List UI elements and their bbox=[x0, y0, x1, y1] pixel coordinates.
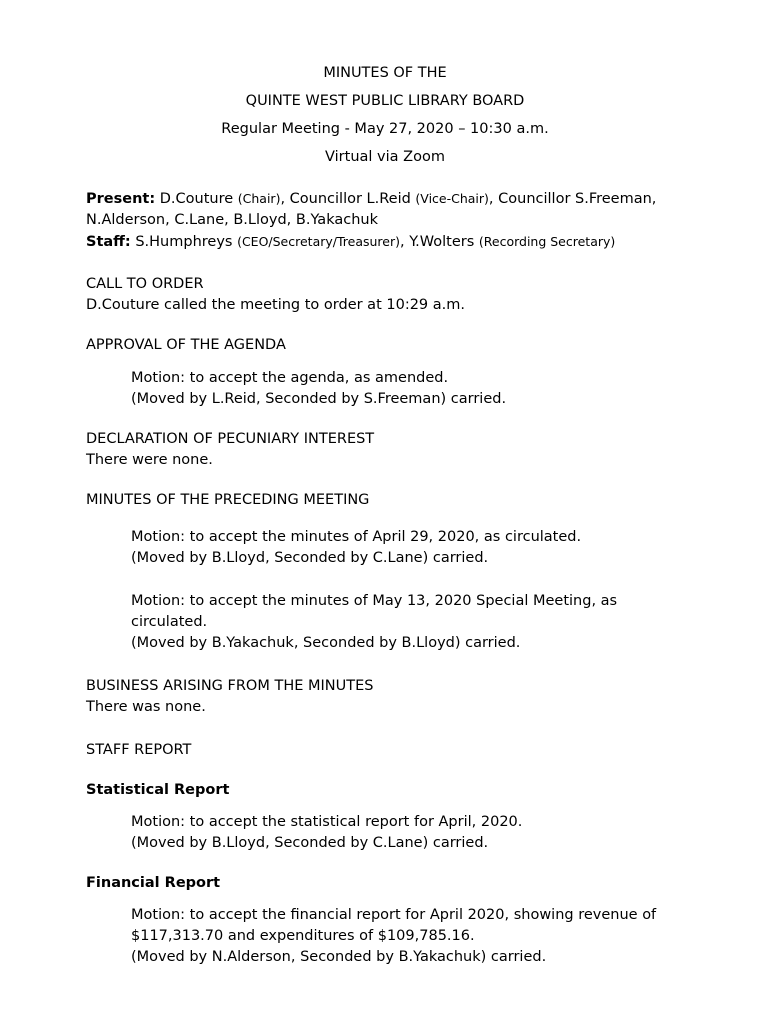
business-section bbox=[86, 676, 726, 718]
present-role-chair: (Chair) bbox=[237, 191, 281, 206]
staff-line bbox=[86, 231, 726, 253]
motion-text: Motion: to accept the statistical report for April, 2020. bbox=[131, 814, 523, 830]
motion-text: Motion: to accept the minutes of April 29, 2020, as circulated. bbox=[131, 529, 582, 545]
call-to-order-section bbox=[86, 274, 726, 316]
section-heading: APPROVAL OF THE AGENDA bbox=[86, 337, 286, 353]
agenda-motion bbox=[131, 368, 711, 410]
financial-motion bbox=[131, 905, 711, 968]
motion-moved: (Moved by B.Lloyd, Seconded by C.Lane) carried. bbox=[131, 835, 489, 851]
header-board-name: QUINTE WEST PUBLIC LIBRARY BOARD bbox=[245, 93, 525, 109]
section-heading: CALL TO ORDER bbox=[86, 276, 204, 292]
present-text: , Councillor L.Reid bbox=[280, 191, 416, 207]
motion-moved: (Moved by L.Reid, Seconded by S.Freeman) carried. bbox=[131, 391, 507, 407]
present-role-vicechair: (Vice-Chair) bbox=[415, 191, 489, 206]
section-heading: MINUTES OF THE PRECEDING MEETING bbox=[86, 492, 370, 508]
section-text: There was none. bbox=[86, 699, 206, 715]
header-title: MINUTES OF THE bbox=[323, 65, 447, 81]
present-line-2: N.Alderson, C.Lane, B.Lloyd, B.Yakachuk bbox=[86, 212, 378, 228]
section-text: D.Couture called the meeting to order at 10:29 a.m. bbox=[86, 297, 465, 313]
staff-role: (CEO/Secretary/Treasurer) bbox=[237, 234, 400, 249]
staff-label: Staff: bbox=[86, 234, 131, 250]
staff-text: S.Humphreys bbox=[130, 234, 238, 250]
present-label: Present: bbox=[86, 191, 156, 207]
subsection-heading: Statistical Report bbox=[86, 782, 230, 798]
header-location: Virtual via Zoom bbox=[325, 149, 445, 165]
minutes-motion-1 bbox=[131, 527, 711, 569]
motion-moved: (Moved by B.Yakachuk, Seconded by B.Lloyd) carried. bbox=[131, 635, 521, 651]
motion-text: Motion: to accept the agenda, as amended. bbox=[131, 370, 449, 386]
motion-text: $117,313.70 and expenditures of $109,785.16. bbox=[131, 928, 475, 944]
present-text: D.Couture bbox=[155, 191, 238, 207]
header-meeting-date: Regular Meeting - May 27, 2020 – 10:30 a.m. bbox=[221, 121, 549, 137]
staff-text: , Y.Wolters bbox=[400, 234, 479, 250]
section-heading: DECLARATION OF PECUNIARY INTEREST bbox=[86, 431, 375, 447]
statistical-motion bbox=[131, 812, 711, 854]
attendance-section bbox=[86, 188, 726, 253]
pecuniary-section bbox=[86, 429, 726, 471]
present-line bbox=[86, 188, 726, 210]
motion-text: Motion: to accept the financial report for April 2020, showing revenue of bbox=[131, 907, 657, 923]
motion-moved: (Moved by B.Lloyd, Seconded by C.Lane) carried. bbox=[131, 550, 489, 566]
staff-role: (Recording Secretary) bbox=[478, 234, 616, 249]
motion-moved: (Moved by N.Alderson, Seconded by B.Yakachuk) carried. bbox=[131, 949, 547, 965]
minutes-motion-2 bbox=[131, 591, 711, 654]
section-text: There were none. bbox=[86, 452, 213, 468]
subsection-heading: Financial Report bbox=[86, 875, 221, 891]
section-heading: BUSINESS ARISING FROM THE MINUTES bbox=[86, 678, 374, 694]
motion-text: circulated. bbox=[131, 614, 208, 630]
present-text: , Councillor S.Freeman, bbox=[488, 191, 657, 207]
motion-text: Motion: to accept the minutes of May 13, 2020 Special Meeting, as bbox=[131, 593, 618, 609]
document-header bbox=[0, 62, 770, 174]
section-heading: STAFF REPORT bbox=[86, 742, 192, 758]
